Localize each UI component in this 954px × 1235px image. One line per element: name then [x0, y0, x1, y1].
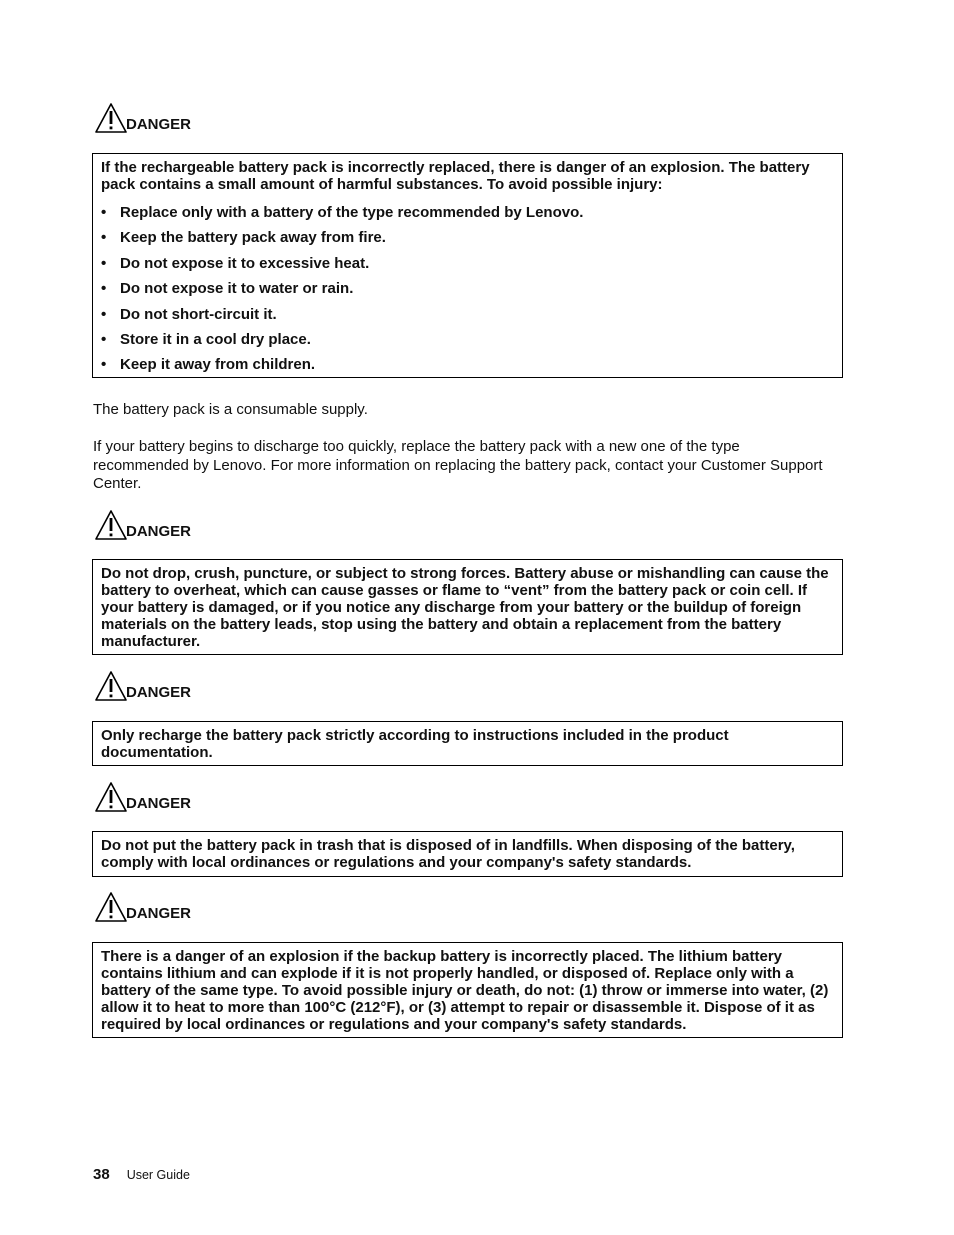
- danger-box-1: [92, 153, 843, 378]
- warning-triangle-icon: [94, 891, 128, 923]
- danger-label: DANGER: [126, 116, 192, 133]
- page-footer: [93, 1166, 190, 1183]
- warning-triangle-icon: [94, 670, 128, 702]
- list-item: • Do not expose it to water or rain.: [101, 280, 834, 297]
- body-paragraph-1: The battery pack is a consumable supply.: [93, 401, 368, 418]
- danger-label: DANGER: [126, 905, 192, 922]
- danger-text: Do not drop, crush, puncture, or subject to strong forces. Battery abuse or mishandling can cause the battery to overheat, which can cause gasses or flame to “vent” from the battery pack or coin cell. If your battery is damaged, or if you notice any discharge from your battery or the buildup of foreign materials on the battery leads, stop using the battery and obtain a replacement from the battery manufacturer.: [101, 565, 829, 650]
- list-item: • Store it in a cool dry place.: [101, 331, 834, 348]
- list-item: • Do not short-circuit it.: [101, 306, 834, 323]
- precaution-list: [101, 204, 834, 373]
- danger-box-3: [92, 721, 843, 766]
- document-title: User Guide: [126, 1168, 190, 1182]
- list-item: • Keep it away from children.: [101, 356, 834, 373]
- list-item: • Do not expose it to excessive heat.: [101, 255, 834, 272]
- warning-triangle-icon: [94, 102, 128, 134]
- danger-box-5: [92, 942, 843, 1038]
- danger-box-2: [92, 559, 843, 655]
- danger-text: Do not put the battery pack in trash that is disposed of in landfills. When disposing of the battery, comply with local ordinances or regulations and your company's safety standards.: [101, 837, 795, 871]
- danger-heading-5: [94, 891, 191, 923]
- danger-heading-4: [94, 781, 191, 813]
- body-paragraph-2: If your battery begins to discharge too quickly, replace the battery pack with a new one of the type recommended by Lenovo. For more information on replacing the battery pack, contact your Customer Support Center.: [93, 438, 823, 492]
- danger-heading-3: [94, 670, 191, 702]
- danger-heading-1: [94, 102, 191, 134]
- danger-heading-2: [94, 509, 191, 541]
- danger-label: DANGER: [126, 684, 192, 701]
- danger-label: DANGER: [126, 523, 192, 540]
- list-item: • Replace only with a battery of the type recommended by Lenovo.: [101, 204, 834, 221]
- danger-box-4: [92, 831, 843, 877]
- danger-label: DANGER: [126, 795, 192, 812]
- page-number: 38: [93, 1166, 110, 1183]
- danger-text-intro: If the rechargeable battery pack is incorrectly replaced, there is danger of an explosion. The battery pack contains a small amount of harmful substances. To avoid possible injury:: [101, 159, 810, 193]
- warning-triangle-icon: [94, 781, 128, 813]
- warning-triangle-icon: [94, 509, 128, 541]
- danger-text: There is a danger of an explosion if the backup battery is incorrectly placed. The lithium battery contains lithium and can explode if it is not properly handled, or disposed of. Replace only with a battery of the same type. To avoid possible injury or death, do not: (1) throw or immerse into water, (2) allow it to heat to more than 100°C (212°F), or (3) attempt to repair or disassemble it. Dispose of it as required by local ordinances or regulations and your company's safety standards.: [101, 948, 829, 1033]
- danger-text: Only recharge the battery pack strictly according to instructions included in the product documentation.: [101, 727, 729, 761]
- list-item: • Keep the battery pack away from fire.: [101, 229, 834, 246]
